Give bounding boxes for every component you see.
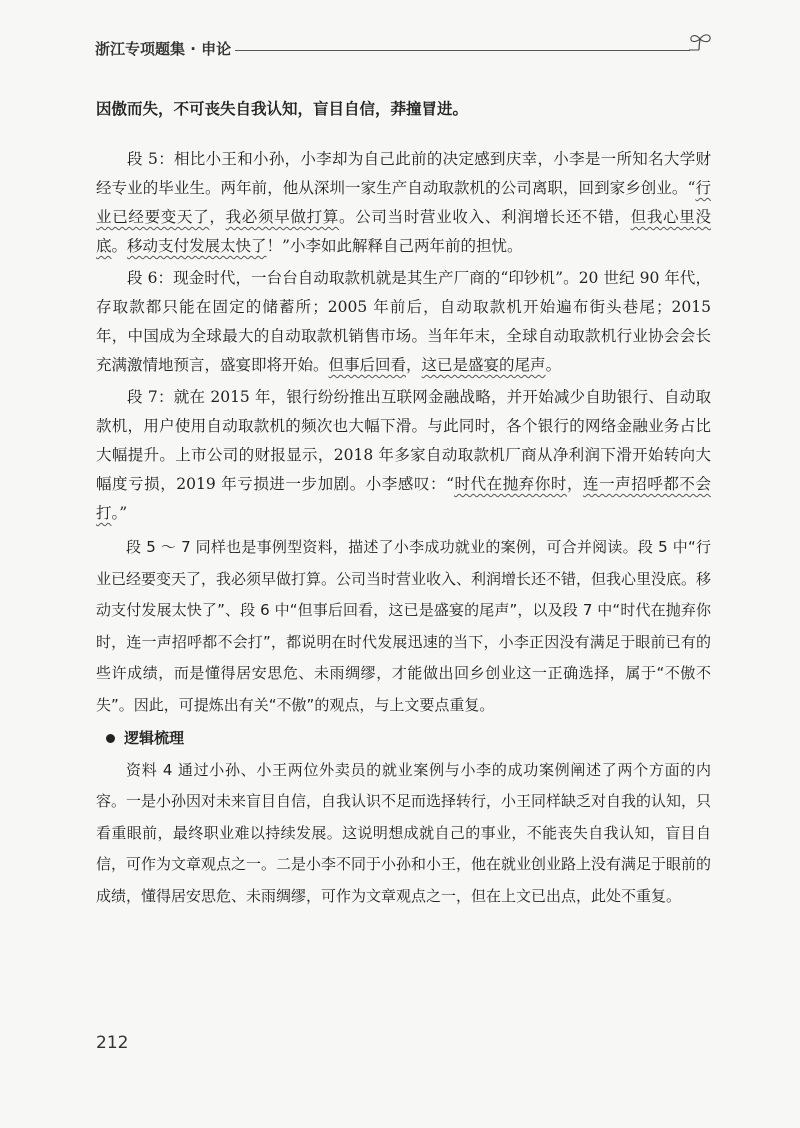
underlined-quote: 但我心里没底 [96,208,711,255]
page-header [95,30,715,66]
bullet-icon [106,734,115,743]
underlined-quote: 我必须早做打算 [225,208,340,226]
header-title: 浙江专项题集 · 申论 [95,40,232,58]
underlined-quote: 时代在抛弃你时 [454,475,567,493]
logic-heading [106,723,711,755]
underlined-quote: 但事后回看 [328,356,407,374]
underlined-quote: 连一声招呼都不会打 [96,475,711,522]
underlined-quote: 移动支付发展太快了 [127,237,267,255]
paragraph-6: 段 6：现金时代，一台台自动取款机就是其生产厂商的“印钞机”。20 世纪 90 年代，存取款都只能在固定的储蓄所；2005 年前后，自动取款机开始遍布街头巷尾；2015 年，中国成为全球最大的自动取款机销售市场。当年年末，全球自动取款机行业协会会长充满激情地预言，盛宴即将开始。但事后回看，这已是盛宴的尾声。 [96,269,711,374]
paragraph-5: 段 5：相比小王和小孙，小李却为自己此前的决定感到庆幸，小李是一所知名大学财经专业的毕业生。两年前，他从深圳一家生产自动取款机的公司离职，回到家乡创业。“行业已经要变天了，我必须早做打算。公司当时营业收入、利润增长还不错，但我心里没底。移动支付发展太快了！”小李如此解释自己两年前的担忧。 [96,150,711,255]
analysis-block [96,532,711,912]
sprout-icon [685,30,715,60]
header-rule [235,50,690,51]
intro-line: 因傲而失，不可丧失自我认知，盲目自信，莽撞冒进。 [96,100,469,118]
page-number: 212 [96,1033,129,1053]
underlined-quote: 行业已经要变天了 [96,179,711,226]
page-content [96,95,711,912]
underlined-quote: 这已是盛宴的尾声 [421,356,546,374]
paragraph-7: 段 7：就在 2015 年，银行纷纷推出互联网金融战略，并开始减少自助银行、自动取款机，用户使用自动取款机的频次也大幅下滑。与此同时，各个银行的网络金融业务占比大幅提升。上市公司的财报显示，2018 年多家自动取款机厂商从净利润下滑开始转向大幅度亏损，2019 年亏损进一步加剧。小李感叹：“时代在抛弃你时，连一声招呼都不会打。” [96,388,711,522]
analysis-paragraph: 段 5 ～ 7 同样也是事例型资料，描述了小李成功就业的案例，可合并阅读。段 5 中“行业已经要变天了，我必须早做打算。公司当时营业收入、利润增长还不错，但我心里没底。移动支付发展太快了”、段 6 中“但事后回看，这已是盛宴的尾声”，以及段 7 中“时代在抛弃你时，连一声招呼都不会打”，都说明在时代发展迅速的当下，小李正因没有满足于眼前已有的些许成绩，而是懂得居安思危、未雨绸缪，才能做出回乡创业这一正确选择，属于“不傲不失”。因此，可提炼出有关“不傲”的观点，与上文要点重复。 [96,538,712,714]
logic-paragraph: 资料 4 通过小孙、小王两位外卖员的就业案例与小李的成功案例阐述了两个方面的内容。一是小孙因对未来盲目自信，自我认识不足而选择转行，小王同样缺乏对自我的认知，只看重眼前，最终职业难以持续发展。这说明想成就自己的事业，不能丧失自我认知，盲目自信，可作为文章观点之一。二是小李不同于小孙和小王，他在就业创业路上没有满足于眼前的成绩，懂得居安思危、未雨绸缪，可作为文章观点之一，但在上文已出点，此处不重复。 [96,760,712,905]
material-block [96,145,711,528]
logic-heading-text: 逻辑梳理 [124,729,185,747]
